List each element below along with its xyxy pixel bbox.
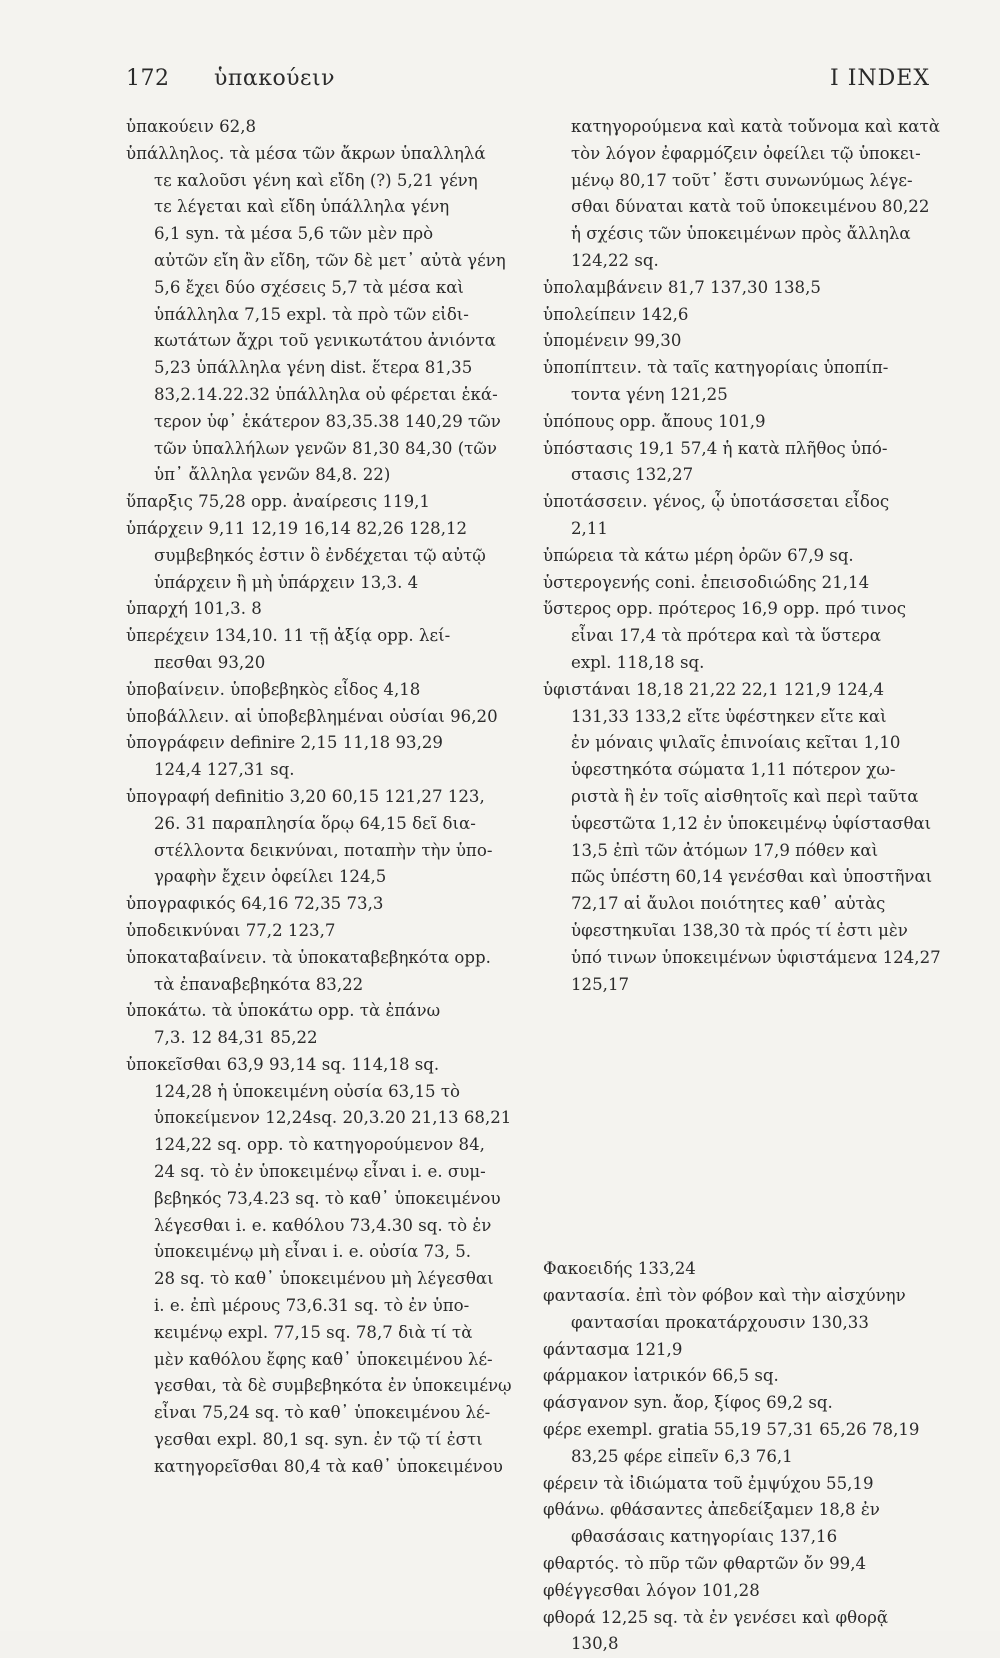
- right-column: [543, 114, 941, 1658]
- entry-line: ὑποκείμενον 12,24sq. 20,3.20 21,13 68,21: [154, 1108, 512, 1128]
- entry-head-line: φέρε exempl. gratia 55,19 57,31 65,26 78,19: [543, 1420, 920, 1440]
- entry-line: τερον ὑφ᾽ ἑκάτερον 83,35.38 140,29 τῶν: [154, 411, 501, 431]
- entry-head-line: ὑποβάλλειν. αἱ ὑποβεβλημέναι οὐσίαι 96,20: [126, 706, 498, 726]
- entry-head-line: ὑπολείπειν 142,6: [543, 304, 689, 324]
- index-entry: [126, 784, 516, 891]
- index-entry: [543, 409, 936, 436]
- index-entry: [126, 114, 516, 141]
- entry-head-line: ὑστερογενής coni. ἐπεισοδιώδης 21,14: [543, 572, 870, 592]
- entry-line: 130,8: [571, 1634, 619, 1654]
- entry-head-line: φάντασμα 121,9: [543, 1339, 683, 1359]
- page-number: 172: [126, 66, 170, 91]
- entry-head-line: ὑποβαίνειν. ὑποβεβηκὸς εἶδος 4,18: [126, 679, 421, 699]
- entry-head-line: ὑπακούειν 62,8: [126, 117, 257, 136]
- entry-head-line: ὑποκαταβαίνειν. τὰ ὑποκαταβεβηκότα opp.: [126, 947, 491, 967]
- entry-line: ἡ σχέσις τῶν ὑποκειμένων πρὸς ἄλληλα: [571, 224, 911, 244]
- entry-line: 26. 31 παραπλησία ὅρῳ 64,15 δεῖ δια-: [154, 813, 476, 833]
- entry-line: γραφὴν ἔχειν ὀφείλει 124,5: [154, 867, 387, 887]
- entry-line: αὐτῶν εἴη ἂν εἴδη, τῶν δὲ μετ᾽ αὐτὰ γένη: [154, 250, 506, 270]
- entry-head-line: φέρειν τὰ ἰδιώματα τοῦ ἐμψύχου 55,19: [543, 1473, 874, 1493]
- entry-line: τῶν ὑπαλλήλων γενῶν 81,30 84,30 (τῶν: [154, 438, 497, 458]
- entry-line: εἶναι 17,4 τὰ πρότερα καὶ τὰ ὕστερα: [571, 626, 881, 646]
- entry-line: πῶς ὑπέστη 60,14 γενέσθαι καὶ ὑποστῆναι: [571, 867, 933, 887]
- entry-line: 2,11: [571, 518, 608, 538]
- entry-line: μένῳ 80,17 τοῦτ᾽ ἔστι συνωνύμως λέγε-: [571, 170, 913, 190]
- entry-head-line: φαντασία. ἐπὶ τὸν φόβον καὶ τὴν αἰσχύνην: [543, 1286, 906, 1306]
- entry-line: ριστὰ ἢ ἐν τοῖς αἰσθητοῖς καὶ περὶ ταῦτα: [571, 786, 919, 806]
- right-column-phi-entries: [543, 1256, 936, 1658]
- entry-line: 124,22 sq. opp. τὸ κατηγορούμενον 84,: [154, 1135, 485, 1155]
- entry-line: τὰ ἐπαναβεβηκότα 83,22: [154, 974, 364, 994]
- index-entry: [126, 945, 516, 999]
- index-entry: [543, 1390, 936, 1417]
- entry-line: τοντα γένη 121,25: [571, 384, 728, 404]
- entry-line: ὑφεστηκότα σώματα 1,11 πότερον χω-: [571, 760, 896, 780]
- index-entry: [126, 516, 516, 596]
- entry-head-line: ὑπάλληλος. τὰ μέσα τῶν ἄκρων ὑπαλληλά: [126, 143, 486, 163]
- index-entry: [543, 1363, 936, 1390]
- entry-line: εἶναι 75,24 sq. τὸ καθ᾽ ὑποκειμένου λέ-: [154, 1403, 491, 1423]
- entry-head-line: ὑποδεικνύναι 77,2 123,7: [126, 920, 336, 940]
- entry-line: 124,22 sq.: [571, 250, 659, 270]
- index-entry: [543, 275, 936, 302]
- entry-line: ὑποκειμένῳ μὴ εἶναι i. e. οὐσία 73, 5.: [154, 1242, 472, 1262]
- entry-line: ὑπάλληλα 7,15 expl. τὰ πρὸ τῶν εἰδι-: [154, 304, 469, 324]
- index-entry: [543, 1578, 936, 1605]
- index-entry: [126, 489, 516, 516]
- index-entry: [543, 114, 940, 275]
- entry-line: 124,28 ἡ ὑποκειμένη οὐσία 63,15 τὸ: [154, 1081, 461, 1101]
- entry-line: 131,33 133,2 εἴτε ὑφέστηκεν εἴτε καὶ: [571, 706, 887, 726]
- entry-head-line: ὑπαρχή 101,3. 8: [126, 599, 262, 619]
- index-entry: [126, 704, 516, 731]
- entry-head-line: ὑπάρχειν 9,11 12,19 16,14 82,26 128,12: [126, 518, 468, 538]
- entry-head-line: φάσγανον syn. ἄορ, ξίφος 69,2 sq.: [543, 1393, 833, 1413]
- entry-line: 13,5 ἐπὶ τῶν ἀτόμων 17,9 πόθεν καὶ: [571, 840, 879, 860]
- entry-line: κατηγορεῖσθαι 80,4 τὰ καθ᾽ ὑποκειμένου: [154, 1456, 503, 1476]
- index-entry: [543, 1417, 936, 1471]
- entry-line: φαντασίαι προκατάρχουσιν 130,33: [571, 1312, 869, 1332]
- entry-line: 28 sq. τὸ καθ᾽ ὑποκειμένου μὴ λέγεσθαι: [154, 1269, 494, 1289]
- index-entry: [126, 918, 516, 945]
- index-entry: [543, 596, 936, 676]
- index-entry: [126, 730, 516, 784]
- entry-line: 83,25 φέρε εἰπεῖν 6,3 76,1: [571, 1446, 793, 1466]
- index-entry: [543, 1551, 936, 1578]
- entry-line: ἐν μόναις ψιλαῖς ἐπινοίαις κεῖται 1,10: [571, 733, 901, 753]
- entry-line: 7,3. 12 84,31 85,22: [154, 1028, 318, 1048]
- entry-head-line: ὑποκεῖσθαι 63,9 93,14 sq. 114,18 sq.: [126, 1054, 440, 1074]
- entry-line: i. e. ἐπὶ μέρους 73,6.31 sq. τὸ ἐν ὑπο-: [154, 1296, 470, 1316]
- index-entry: [543, 677, 941, 999]
- entry-line: ὑπάρχειν ἢ μὴ ὑπάρχειν 13,3. 4: [154, 572, 419, 592]
- entry-line: ὑπ᾽ ἄλληλα γενῶν 84,8. 22): [154, 465, 391, 485]
- entry-head-line: ὑφιστάναι 18,18 21,22 22,1 121,9 124,4: [543, 679, 885, 699]
- entry-line: πεσθαι 93,20: [154, 652, 266, 672]
- entry-line: 72,17 αἱ ἄυλοι ποιότητες καθ᾽ αὑτὰς: [571, 894, 886, 914]
- entry-line: 125,17: [571, 974, 630, 994]
- index-entry: [126, 998, 516, 1052]
- index-entry: [543, 302, 936, 329]
- entry-line: βεβηκός 73,4.23 sq. τὸ καθ᾽ ὑποκειμένου: [154, 1188, 501, 1208]
- index-entry: [126, 891, 516, 918]
- entry-head-line: ὑπόπους opp. ἄπους 101,9: [543, 411, 766, 431]
- index-entry: [543, 543, 936, 570]
- entry-line: κατηγορούμενα καὶ κατὰ τοὔνομα καὶ κατὰ: [571, 117, 940, 136]
- entry-head-line: ὑπολαμβάνειν 81,7 137,30 138,5: [543, 277, 821, 297]
- entry-head-line: ὑπώρεια τὰ κάτω μέρη ὀρῶν 67,9 sq.: [543, 545, 854, 565]
- entry-line: φθασάσαις κατηγορίαις 137,16: [571, 1527, 838, 1547]
- running-headword: ὑπακούειν: [214, 66, 335, 91]
- index-entry: [543, 355, 936, 409]
- index-entry: [543, 1605, 936, 1658]
- entry-line: τε καλοῦσι γένη καὶ εἴδη (?) 5,21 γένη: [154, 170, 478, 190]
- entry-line: 83,2.14.22.32 ὑπάλληλα οὐ φέρεται ἑκά-: [154, 384, 498, 404]
- entry-line: 24 sq. τὸ ἐν ὑποκειμένῳ εἶναι i. e. συμ-: [154, 1162, 486, 1182]
- entry-line: ὑφεστηκυῖαι 138,30 τὰ πρός τί ἐστι μὲν: [571, 920, 908, 940]
- index-entry: [126, 677, 516, 704]
- entry-line: 5,23 ὑπάλληλα γένη dist. ἕτερα 81,35: [154, 358, 473, 378]
- index-entry: [543, 1497, 936, 1551]
- entry-head-line: φθαρτός. τὸ πῦρ τῶν φθαρτῶν ὄν 99,4: [543, 1554, 867, 1574]
- index-entry: [543, 1256, 936, 1283]
- index-entry: [126, 1052, 516, 1481]
- entry-head-line: φθορά 12,25 sq. τὰ ἐν γενέσει καὶ φθορᾷ: [543, 1607, 889, 1627]
- entry-head-line: φθάνω. φθάσαντες ἀπεδείξαμεν 18,8 ἐν: [543, 1500, 880, 1520]
- index-entry: [543, 570, 936, 597]
- entry-line: τὸν λόγον ἐφαρμόζειν ὀφείλει τῷ ὑποκει-: [571, 143, 921, 163]
- index-entry: [543, 1283, 936, 1337]
- entry-line: 6,1 syn. τὰ μέσα 5,6 τῶν μὲν πρὸ: [154, 224, 434, 244]
- entry-line: ὑπό τινων ὑποκειμένων ὑφιστάμενα 124,27: [571, 947, 941, 967]
- entry-line: 5,6 ἔχει δύο σχέσεις 5,7 τὰ μέσα καὶ: [154, 277, 464, 297]
- left-column: [126, 114, 516, 1481]
- entry-head-line: ὑπερέχειν 134,10. 11 τῇ ἀξίᾳ opp. λεί-: [126, 626, 451, 646]
- entry-head-line: ὑποκάτω. τὰ ὑποκάτω opp. τὰ ἐπάνω: [126, 1001, 441, 1021]
- index-entry: [543, 436, 936, 490]
- entry-head-line: ὕστερος opp. πρότερος 16,9 opp. πρό τινος: [543, 599, 907, 619]
- entry-line: συμβεβηκός ἐστιν ὃ ἐνδέχεται τῷ αὐτῷ: [154, 545, 486, 565]
- index-entry: [126, 141, 516, 489]
- entry-head-line: ὑπόστασις 19,1 57,4 ἡ κατὰ πλῆθος ὑπό-: [543, 438, 888, 458]
- entry-head-line: ὑποτάσσειν. γένος, ᾧ ὑποτάσσεται εἶδος: [543, 492, 890, 512]
- entry-head-line: ὑπογραφή definitio 3,20 60,15 121,27 123,: [126, 786, 485, 806]
- index-entry: [126, 596, 516, 623]
- entry-line: 124,4 127,31 sq.: [154, 760, 295, 780]
- right-column-upsilon-entries: [543, 114, 941, 998]
- entry-head-line: ὕπαρξις 75,28 opp. ἀναίρεσις 119,1: [126, 492, 430, 512]
- section-title: I INDEX: [830, 66, 930, 91]
- running-head: [126, 66, 930, 106]
- entry-line: μὲν καθόλου ἔφης καθ᾽ ὑποκειμένου λέ-: [154, 1349, 493, 1369]
- entry-line: στασις 132,27: [571, 465, 694, 485]
- entry-line: κειμένῳ expl. 77,15 sq. 78,7 διὰ τί τὰ: [154, 1322, 473, 1342]
- entry-line: τε λέγεται καὶ εἴδη ὑπάλληλα γένη: [154, 197, 450, 217]
- entry-line: γεσθαι expl. 80,1 sq. syn. ἐν τῷ τί ἐστι: [154, 1430, 483, 1450]
- entry-line: expl. 118,18 sq.: [571, 652, 705, 672]
- entry-head-line: φάρμακον ἰατρικόν 66,5 sq.: [543, 1366, 779, 1386]
- entry-line: λέγεσθαι i. e. καθόλου 73,4.30 sq. τὸ ἐν: [154, 1215, 492, 1235]
- entry-line: σθαι δύναται κατὰ τοῦ ὑποκειμένου 80,22: [571, 197, 930, 217]
- entry-head-line: ὑπομένειν 99,30: [543, 331, 682, 351]
- entry-head-line: φθέγγεσθαι λόγον 101,28: [543, 1580, 760, 1600]
- entry-line: στέλλοντα δεικνύναι, ποταπὴν τὴν ὑπο-: [154, 840, 493, 860]
- index-entry: [126, 623, 516, 677]
- entry-line: γεσθαι, τὰ δὲ συμβεβηκότα ἐν ὑποκειμένῳ: [154, 1376, 512, 1396]
- entry-head-line: ὑπογραφικός 64,16 72,35 73,3: [126, 894, 384, 914]
- index-entry: [543, 489, 936, 543]
- index-entry: [543, 1471, 936, 1498]
- entry-line: κωτάτων ἄχρι τοῦ γενικωτάτου ἀνιόντα: [154, 331, 496, 351]
- entry-head-line: Φακοειδής 133,24: [543, 1259, 696, 1279]
- entry-head-line: ὑπογράφειν definire 2,15 11,18 93,29: [126, 733, 443, 753]
- entry-line: ὑφεστῶτα 1,12 ἐν ὑποκειμένῳ ὑφίστασθαι: [571, 813, 932, 833]
- index-entry: [543, 328, 936, 355]
- index-entry: [543, 1337, 936, 1364]
- entry-head-line: ὑποπίπτειν. τὰ ταῖς κατηγορίαις ὑποπίπ-: [543, 358, 889, 378]
